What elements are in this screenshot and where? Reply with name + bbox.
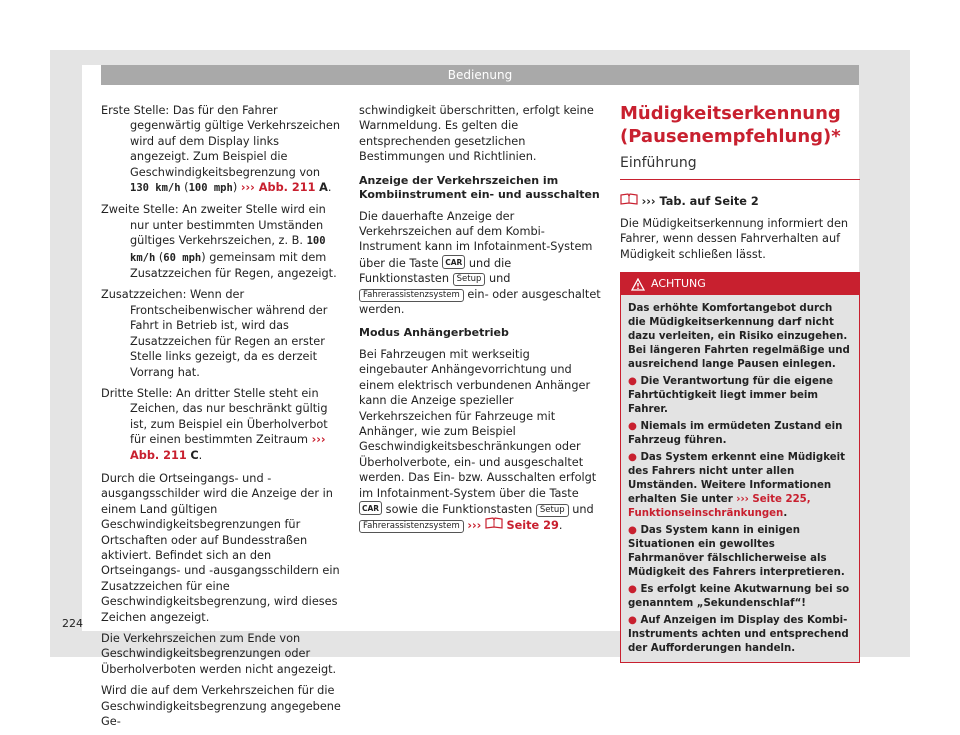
bullet: ●	[628, 615, 637, 627]
text: ) gemeinsam mit dem Zusatzzeichen für Regen, angezeigt.	[130, 250, 337, 281]
warning-body	[621, 295, 859, 662]
warning-item-text: Es erfolgt keine Akutwarnung bei so genanntem „Sekundenschlaf“!	[628, 584, 850, 610]
driver-assistance-key: Fahrerassistenzsystem	[359, 289, 464, 302]
subheading: Anzeige der Verkehrszeichen im Kombiinstrument ein- und ausschalten	[359, 173, 600, 202]
text: und	[568, 503, 594, 517]
text: )	[232, 181, 241, 195]
warning-item	[628, 451, 852, 521]
definition-label: Erste Stelle:	[101, 104, 170, 117]
text: (	[180, 181, 189, 195]
warning-item	[628, 524, 852, 580]
definition-second	[101, 202, 341, 281]
speed-value: 60 mph	[163, 251, 202, 264]
definition-additional	[101, 287, 341, 379]
car-key-icon: CAR	[442, 255, 465, 269]
paragraph	[359, 209, 601, 318]
section-subtitle: Einführung	[620, 156, 860, 180]
text: Bei Fahrzeugen mit werkseitig eingebauter Anhängevorrichtung und einem elektrisch verbundenen Anhänger kann die Anzeige spezieller Verkehrszeichen für Fahrzeuge mit Anhänger, wie zum Beispiel Geschwindigkeitsbeschränkungen oder Überholverbote, ein- und ausgeschaltet werden. Das Ein- bzw. Ausschalten erfolgt im Infotainment-System über die Taste	[359, 347, 597, 500]
text: .	[783, 508, 788, 520]
table-reference[interactable]: ››› Tab. auf Seite 2	[641, 195, 759, 209]
warning-item	[628, 583, 852, 611]
text: und	[485, 272, 511, 286]
definition-text: An zweiter Stelle wird ein nur unter bestimmten Umständen gültiges Verkehrszeichen, z. B.	[130, 203, 326, 248]
warning-item	[628, 375, 852, 417]
speed-value: 130 km/h	[130, 182, 181, 195]
warning-item-text: Niemals im ermüdeten Zustand ein Fahrzeug führen.	[628, 421, 843, 447]
figure-link[interactable]: ››› Abb. 211	[240, 181, 316, 195]
definition-label: Dritte Stelle:	[101, 386, 173, 400]
column-2	[359, 103, 601, 540]
paragraph	[359, 347, 601, 534]
warning-label: ACHTUNG	[651, 277, 706, 291]
page-link[interactable]: Seite 29	[506, 519, 559, 533]
warning-item-text: Das System kann in einigen Situationen ein gewolltes Fahrmanöver fälschlicherweise als Müdigkeit des Fahrers interpretieren.	[628, 525, 845, 579]
speed-value: 100 mph	[188, 182, 233, 195]
definition-text: Das für den Fahrer gegenwärtig gültige Verkehrszeichen wird auf dem Display links angezeigt. Zum Beispiel die Geschwindigkeitsbegrenzung von	[130, 104, 341, 179]
paragraph: schwindigkeit überschritten, erfolgt keine Warnmeldung. Es gelten die entsprechenden gesetzlichen Bestimmungen und Richtlinien.	[359, 104, 594, 164]
paragraph: Die Verkehrszeichen zum Ende von Geschwindigkeitsbegrenzungen oder Überholverboten werden nicht angezeigt.	[101, 632, 337, 676]
text: ein- oder ausgeschaltet werden.	[359, 287, 601, 317]
driver-assistance-key: Fahrerassistenzsystem	[359, 520, 464, 533]
column-1	[101, 103, 341, 735]
definition-label: Zusatzzeichen:	[101, 288, 187, 302]
text: .	[327, 181, 332, 195]
text: Die dauerhafte Anzeige der Verkehrszeichen auf dem Kombi-Instrument kann im Infotainment-System über die Taste	[359, 209, 593, 270]
warning-triangle-icon	[631, 277, 645, 299]
car-key-icon: CAR	[359, 501, 382, 515]
text: .	[558, 519, 563, 533]
warning-item	[628, 614, 852, 656]
setup-key: Setup	[453, 273, 486, 286]
warning-box	[620, 272, 860, 663]
definition-third	[101, 386, 341, 463]
bullet: ●	[628, 376, 637, 388]
warning-item-text: Die Verantwortung für die eigene Fahrtüchtigkeit liegt immer beim Fahrer.	[628, 376, 834, 416]
text: sowie die Funktionstasten	[382, 503, 536, 517]
book-icon	[620, 195, 638, 208]
paragraph: Durch die Ortseingangs- und -ausgangsschilder wird die Anzeige der in einem Land gültigen Geschwindigkeitsbegrenzungen für Ortschaften oder auf Bundesstraßen aktiviert. Befindet sich an den Ortseingangs- und -ausgangsschildern ein Zusatzzeichen für eine Geschwindigkeitsbegrenzung, wird dieses Zeichen angezeigt.	[101, 471, 340, 624]
bullet: ●	[628, 584, 637, 596]
reference-line	[620, 193, 860, 209]
page-number: 224	[62, 617, 83, 630]
bullet: ●	[628, 525, 637, 537]
intro-paragraph: Die Müdigkeitserkennung informiert den Fahrer, wenn dessen Fahrverhalten auf Müdigkeit schließen lässt.	[620, 216, 849, 261]
page-link-arrows[interactable]: ›››	[467, 519, 482, 533]
subheading: Modus Anhängerbetrieb	[359, 326, 509, 340]
definition-text: An dritter Stelle steht ein Zeichen, das nur beschränkt gültig ist, zum Beispiel ein Überholverbot für einen bestimmten Zeitraum	[130, 386, 328, 447]
warning-lead: Das erhöhte Komfortangebot durch die Müdigkeitserkennung darf nicht dazu verleiten, ein Risiko einzugehen. Bei längeren Fahrten regelmäßige und ausreichend lange Pausen einlegen.	[628, 303, 850, 371]
bullet: ●	[628, 452, 637, 464]
warning-header	[621, 273, 859, 295]
figure-link[interactable]: ››› Abb. 211	[130, 433, 326, 462]
book-icon	[485, 519, 503, 532]
speed-value: 100 km/h	[130, 235, 326, 264]
figure-letter: A	[319, 181, 328, 195]
paragraph: Wird die auf dem Verkehrszeichen für die Geschwindigkeitsbegrenzung angegebene Ge-	[101, 684, 341, 729]
warning-item-text: Auf Anzeigen im Display des Kombi-Instruments achten und entsprechend der Aufforderungen handeln.	[628, 615, 849, 655]
warning-item-text: Das System erkennt eine Müdigkeit des Fahrers nicht unter allen Umständen. Weitere Informationen erhalten Sie unter	[628, 452, 845, 506]
column-3	[620, 102, 860, 663]
page-link[interactable]: ››› Seite 225, Funktionseinschränkungen	[628, 494, 811, 520]
text: (	[155, 250, 164, 264]
setup-key: Setup	[536, 504, 569, 517]
section-title: Müdigkeitserkennung (Pausenempfehlung)*	[620, 103, 841, 147]
text: .	[198, 448, 203, 462]
definition-text: Wenn der Frontscheibenwischer während der Fahrt in Betrieb ist, wird das Zusatzzeichen für Regen an erster Stelle links gezeigt, da es derzeit Vorrang hat.	[130, 288, 328, 379]
definition-first	[101, 103, 341, 196]
text: und die Funktionstasten	[359, 256, 512, 286]
figure-letter: C	[190, 448, 199, 462]
section-header: Bedienung	[101, 65, 859, 85]
warning-item	[628, 420, 852, 448]
bullet: ●	[628, 421, 637, 433]
definition-label: Zweite Stelle:	[101, 203, 179, 217]
